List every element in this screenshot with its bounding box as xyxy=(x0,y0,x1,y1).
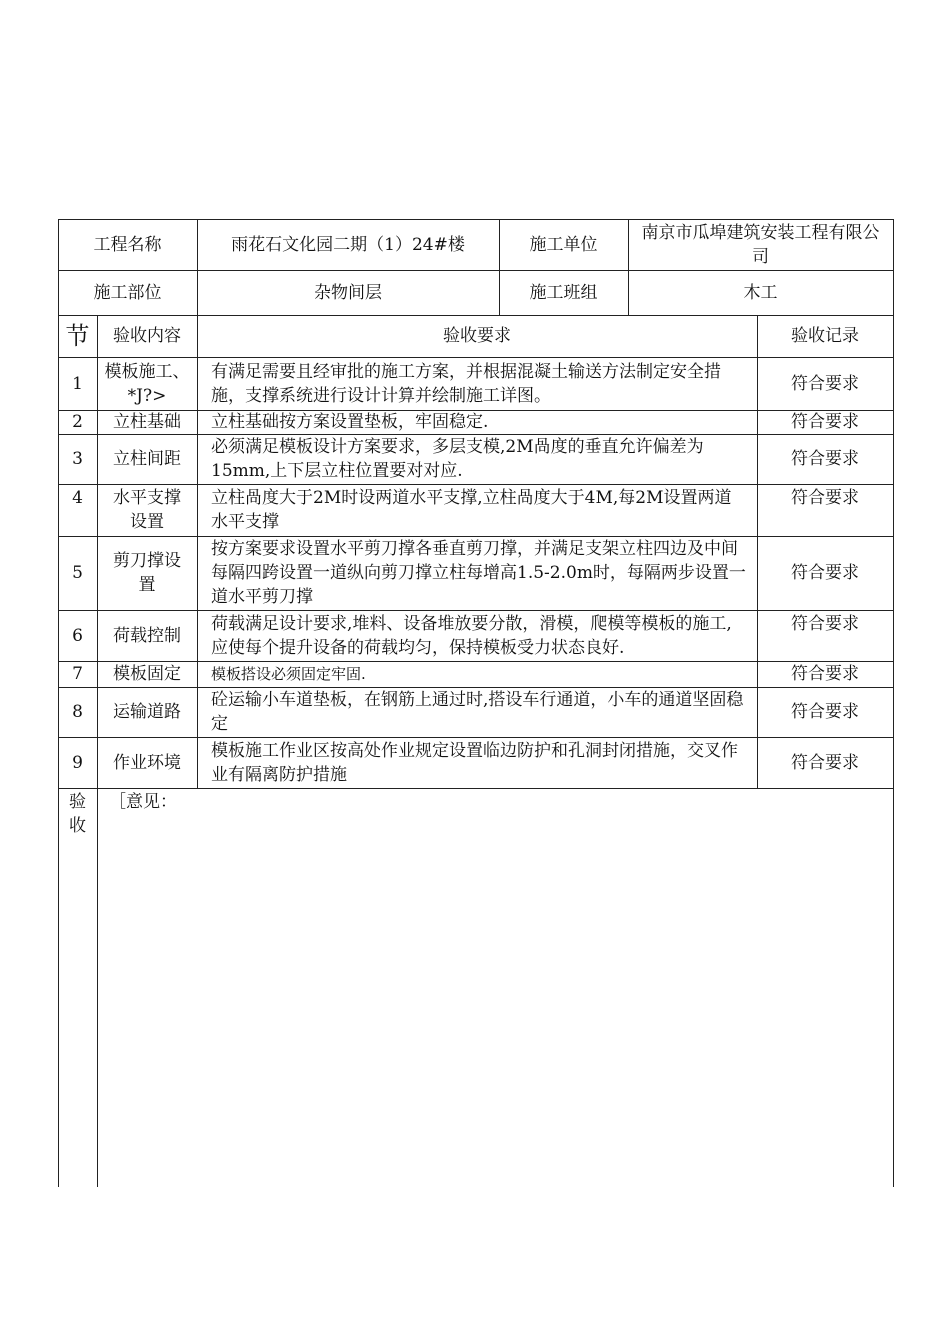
row-number: 2 xyxy=(72,412,83,432)
row-requirement: 立柱基础按方案设置垫板，牢固稳定. xyxy=(211,412,489,432)
project-name-value: 雨花石文化园二期（1）24#楼 xyxy=(231,234,465,255)
row-record: 符合要求 xyxy=(791,752,859,773)
row-requirement: 必须满足模板设计方案要求，多层支模,2M咼度的垂直允许偏差为15mm,上下层立柱位置要对对应. xyxy=(211,437,704,481)
row-number: 6 xyxy=(72,625,83,646)
row-record: 符合要求 xyxy=(791,702,859,722)
row-requirement: 模板施工作业区按高处作业规定设置临边防护和孔洞封闭措施，交叉作业有隔离防护措施 xyxy=(211,740,738,785)
project-name-label: 工程名称 xyxy=(93,234,162,255)
row-content: 运输道路 xyxy=(113,702,181,722)
column-header-record: 验收记录 xyxy=(791,326,859,346)
row-record: 符合要求 xyxy=(791,412,859,432)
table-border-right xyxy=(893,219,894,1187)
table-rule xyxy=(58,788,894,789)
contractor-value: 南京市瓜埠建筑安装工程有限公司 xyxy=(641,222,880,267)
row-number: 9 xyxy=(72,752,83,773)
column-header-requirement: 验收要求 xyxy=(443,326,511,346)
row-number: 7 xyxy=(72,664,83,684)
team-value: 木工 xyxy=(743,282,778,303)
column-header-no: 节 xyxy=(65,322,90,350)
row-content: 剪刀撑设置 xyxy=(113,551,181,595)
opinion-label: ［意见： xyxy=(109,792,177,812)
row-content: 荷载控制 xyxy=(113,625,181,646)
acceptance-label: 验收 xyxy=(69,792,86,836)
row-record: 符合要求 xyxy=(791,373,859,394)
row-requirement: 立柱咼度大于2M时设两道水平支撑,立柱咼度大于4M,每2M设置两道水平支撑 xyxy=(211,488,732,532)
row-number: 1 xyxy=(72,373,83,394)
row-content: 立柱基础 xyxy=(113,412,181,432)
row-content: 水平支撑设置 xyxy=(113,488,181,532)
row-number: 8 xyxy=(72,702,83,722)
row-requirement: 荷载满足设计要求,堆料、设备堆放要分散，滑模，爬模等模板的施工,应使每个提升设备的荷载均匀，保持模板受力状态良好. xyxy=(211,613,732,658)
row-record: 符合要求 xyxy=(791,488,859,508)
row-record: 符合要求 xyxy=(791,449,859,469)
row-record: 符合要求 xyxy=(791,614,859,634)
row-content: 模板固定 xyxy=(113,664,181,684)
row-number: 5 xyxy=(72,563,83,583)
row-number: 3 xyxy=(72,449,83,469)
row-content: 模板施工、*J?> xyxy=(104,361,190,406)
location-value: 杂物间层 xyxy=(314,282,382,303)
row-content: 立柱间距 xyxy=(113,449,181,469)
row-requirement: 模板搭设必须固定牢固. xyxy=(211,665,366,683)
location-label: 施工部位 xyxy=(93,282,162,303)
row-content: 作业环境 xyxy=(113,752,181,773)
row-record: 符合要求 xyxy=(791,664,859,684)
row-record: 符合要求 xyxy=(791,563,859,583)
team-label: 施工班组 xyxy=(529,282,598,303)
row-number: 4 xyxy=(72,488,83,508)
row-requirement: 有满足需要且经审批的施工方案，并根据混凝土输送方法制定安全措施，支撑系统进行设计计算并绘制施工详图。 xyxy=(211,361,721,406)
row-requirement: 砼运输小车道垫板，在钢筋上通过时,搭设车行通道，小车的通道坚固稳定 xyxy=(211,690,744,734)
row-requirement: 按方案要求设置水平剪刀撑各垂直剪刀撑，并满足支架立柱四边及中间每隔四跨设置一道纵向剪刀撑立柱每增高1.5-2.0m时，每隔两步设置一道水平剪刀撑 xyxy=(211,539,746,607)
contractor-label: 施工单位 xyxy=(529,234,598,255)
column-header-content: 验收内容 xyxy=(113,326,181,346)
